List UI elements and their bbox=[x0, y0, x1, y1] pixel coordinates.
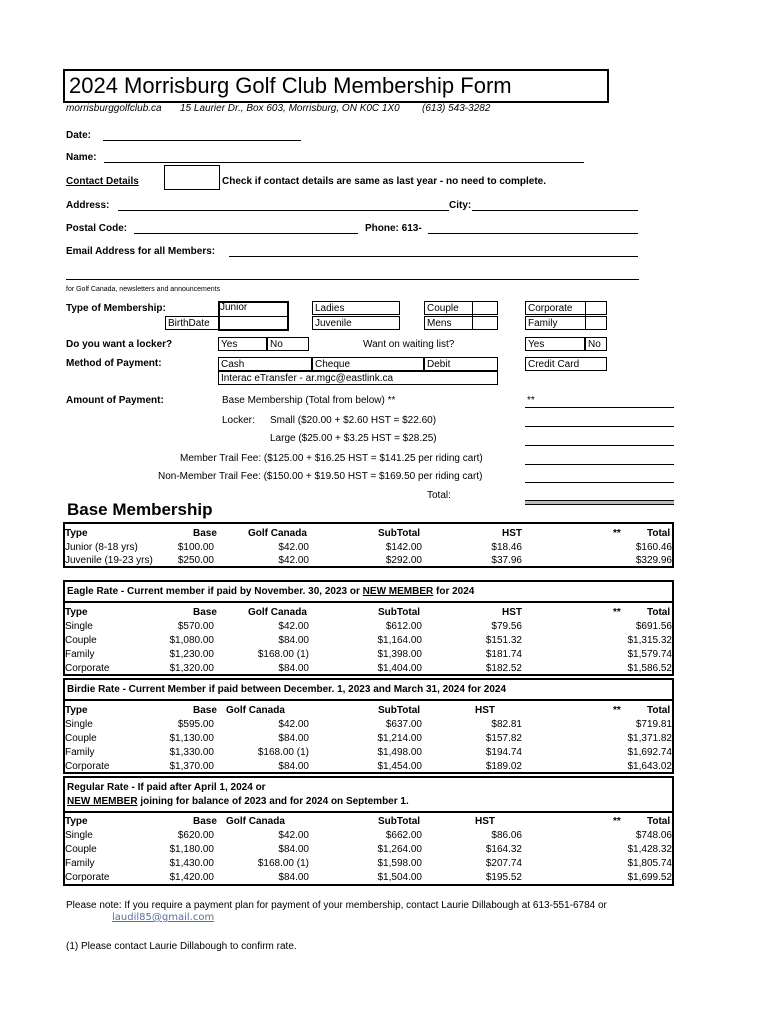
regular-heading-2 bbox=[67, 796, 409, 807]
base-marker: ** bbox=[527, 395, 535, 406]
date-field[interactable] bbox=[103, 140, 301, 141]
row-golf-canada: $42.00 bbox=[278, 542, 309, 553]
col-stars: ** bbox=[613, 528, 621, 539]
row-golf-canada: $84.00 bbox=[278, 844, 309, 855]
row-subtotal: $1,454.00 bbox=[377, 761, 422, 772]
option-corporate[interactable]: Corporate bbox=[525, 301, 607, 315]
col-type: Type bbox=[65, 528, 88, 539]
option-family[interactable]: Family bbox=[525, 316, 607, 330]
row-base: $570.00 bbox=[177, 621, 214, 632]
col-type: Type bbox=[65, 705, 88, 716]
locker-small-field[interactable] bbox=[525, 426, 674, 427]
row-base: $100.00 bbox=[177, 542, 214, 553]
birdie-divider bbox=[65, 699, 672, 701]
locker-line-label: Locker: bbox=[222, 415, 255, 426]
row-type: Couple bbox=[65, 733, 97, 744]
locker-label: Do you want a locker? bbox=[66, 339, 173, 350]
row-subtotal: $612.00 bbox=[385, 621, 422, 632]
payment-credit-card[interactable]: Credit Card bbox=[525, 357, 607, 371]
locker-small-text: Small ($20.00 + $2.60 HST = $22.60) bbox=[270, 415, 437, 426]
option-junior[interactable]: Junior bbox=[220, 302, 248, 313]
row-base: $1,420.00 bbox=[169, 872, 214, 883]
row-subtotal: $292.00 bbox=[385, 555, 422, 566]
email-note: for Golf Canada, newsletters and announcements bbox=[66, 286, 221, 293]
row-base: $1,080.00 bbox=[169, 635, 214, 646]
title-box bbox=[63, 69, 609, 103]
col-subtotal: SubTotal bbox=[378, 705, 421, 716]
row-base: $595.00 bbox=[177, 719, 214, 730]
row-golf-canada: $84.00 bbox=[278, 663, 309, 674]
payment-method-label: Method of Payment: bbox=[66, 358, 162, 369]
row-total: $719.81 bbox=[635, 719, 672, 730]
address-label: Address: bbox=[66, 200, 110, 211]
row-type: Couple bbox=[65, 844, 97, 855]
payment-cash[interactable]: Cash bbox=[218, 357, 312, 371]
col-golf-canada: Golf Canada bbox=[226, 705, 285, 716]
row-base: $1,370.00 bbox=[169, 761, 214, 772]
row-subtotal: $1,264.00 bbox=[377, 844, 422, 855]
col-base: Base bbox=[193, 528, 217, 539]
birdie-rate-table bbox=[63, 678, 674, 774]
row-base: $1,180.00 bbox=[169, 844, 214, 855]
row-hst: $82.81 bbox=[491, 719, 522, 730]
row-total: $160.46 bbox=[635, 542, 672, 553]
row-type: Single bbox=[65, 830, 93, 841]
eagle-heading-end: for 2024 bbox=[433, 586, 475, 597]
row-hst: $18.46 bbox=[491, 542, 522, 553]
row-total: $748.06 bbox=[635, 830, 672, 841]
date-label: Date: bbox=[66, 130, 92, 141]
website: morrisburggolfclub.ca bbox=[66, 103, 162, 114]
birdie-heading: Birdie Rate - Current Member if paid between December. 1, 2023 and March 31, 2024 for 2024 bbox=[67, 684, 507, 695]
col-stars: ** bbox=[613, 816, 621, 827]
name-label: Name: bbox=[66, 152, 97, 163]
option-juvenile[interactable]: Juvenile bbox=[312, 316, 400, 330]
row-golf-canada: $42.00 bbox=[278, 555, 309, 566]
col-base: Base bbox=[193, 607, 217, 618]
row-golf-canada: $168.00 (1) bbox=[257, 858, 309, 869]
payment-etransfer[interactable]: Interac eTransfer - ar.mgc@eastlink.ca bbox=[218, 371, 498, 385]
city-label: City: bbox=[449, 200, 472, 211]
col-hst: HST bbox=[475, 705, 495, 716]
row-hst: $79.56 bbox=[491, 621, 522, 632]
regular-divider bbox=[65, 811, 672, 813]
col-total: Total bbox=[647, 528, 671, 539]
eagle-divider bbox=[65, 601, 672, 603]
option-mens[interactable]: Mens bbox=[424, 316, 498, 330]
eagle-new-member: NEW MEMBER bbox=[362, 586, 434, 597]
nonmember-trail-field[interactable] bbox=[525, 482, 674, 483]
row-golf-canada: $42.00 bbox=[278, 621, 309, 632]
row-total: $1,428.32 bbox=[627, 844, 672, 855]
contact-email-link[interactable]: laudil85@gmail.com bbox=[112, 912, 215, 923]
row-total: $1,643.02 bbox=[627, 761, 672, 772]
row-total: $1,579.74 bbox=[627, 649, 672, 660]
row-type: Corporate bbox=[65, 872, 110, 883]
regular-rate-table bbox=[63, 776, 674, 886]
row-hst: $86.06 bbox=[491, 830, 522, 841]
row-type: Family bbox=[65, 747, 95, 758]
col-hst: HST bbox=[502, 528, 522, 539]
row-hst: $37.96 bbox=[491, 555, 522, 566]
row-hst: $195.52 bbox=[485, 872, 522, 883]
payment-cheque[interactable]: Cheque bbox=[312, 357, 424, 371]
row-base: $1,330.00 bbox=[169, 747, 214, 758]
email-label: Email Address for all Members: bbox=[66, 246, 216, 257]
base-membership-table bbox=[63, 522, 674, 568]
row-base: $250.00 bbox=[177, 555, 214, 566]
row-golf-canada: $42.00 bbox=[278, 719, 309, 730]
postal-code-label: Postal Code: bbox=[66, 223, 128, 234]
base-membership-line: Base Membership (Total from below) ** bbox=[222, 395, 396, 406]
address-field[interactable] bbox=[118, 210, 449, 211]
col-golf-canada: Golf Canada bbox=[248, 528, 307, 539]
row-hst: $181.74 bbox=[485, 649, 522, 660]
col-stars: ** bbox=[613, 705, 621, 716]
row-hst: $182.52 bbox=[485, 663, 522, 674]
regular-heading-end: joining for balance of 2023 and for 2024 on September 1. bbox=[137, 796, 409, 807]
same-as-last-year-checkbox[interactable] bbox=[164, 165, 220, 190]
col-golf-canada: Golf Canada bbox=[248, 607, 307, 618]
payment-plan-note: Please note: If you require a payment plan for payment of your membership, contact Laurie Dillabough at 613-551-6784 or bbox=[66, 900, 607, 911]
locker-large-text: Large ($25.00 + $3.25 HST = $28.25) bbox=[270, 433, 437, 444]
email-field[interactable] bbox=[229, 256, 638, 257]
member-trail-field[interactable] bbox=[525, 464, 674, 465]
address-line: 15 Laurier Dr., Box 603, Morrisburg, ON K0C 1X0 bbox=[180, 103, 400, 114]
eagle-heading bbox=[67, 586, 474, 597]
row-subtotal: $637.00 bbox=[385, 719, 422, 730]
row-subtotal: $142.00 bbox=[385, 542, 422, 553]
col-total: Total bbox=[647, 607, 671, 618]
row-subtotal: $1,398.00 bbox=[377, 649, 422, 660]
eagle-heading-text: Eagle Rate - Current member if paid by November. 30, 2023 or bbox=[67, 586, 363, 597]
row-base: $1,130.00 bbox=[169, 733, 214, 744]
amount-label: Amount of Payment: bbox=[66, 395, 164, 406]
col-hst: HST bbox=[475, 816, 495, 827]
phone-field[interactable] bbox=[428, 233, 638, 234]
member-trail-text: Member Trail Fee: ($125.00 + $16.25 HST = $141.25 per riding cart) bbox=[180, 453, 483, 464]
row-golf-canada: $84.00 bbox=[278, 733, 309, 744]
nonmember-trail-text: Non-Member Trail Fee: ($150.00 + $19.50 HST = $169.50 per riding cart) bbox=[158, 471, 483, 482]
row-type: Couple bbox=[65, 635, 97, 646]
row-type: Family bbox=[65, 858, 95, 869]
row-hst: $207.74 bbox=[485, 858, 522, 869]
row-type: Juvenile (19-23 yrs) bbox=[65, 555, 153, 566]
locker-yes[interactable]: Yes bbox=[218, 337, 267, 351]
footnote: (1) Please contact Laurie Dillabough to confirm rate. bbox=[66, 941, 297, 952]
city-field[interactable] bbox=[472, 210, 638, 211]
phone-label: Phone: 613- bbox=[365, 223, 422, 234]
option-ladies[interactable]: Ladies bbox=[312, 301, 400, 315]
row-hst: $157.82 bbox=[485, 733, 522, 744]
row-base: $1,320.00 bbox=[169, 663, 214, 674]
row-type: Corporate bbox=[65, 663, 110, 674]
col-stars: ** bbox=[613, 607, 621, 618]
row-total: $1,586.52 bbox=[627, 663, 672, 674]
name-field[interactable] bbox=[104, 162, 584, 163]
regular-new-member: NEW MEMBER bbox=[67, 796, 138, 807]
same-as-last-year-text: Check if contact details are same as last year - no need to complete. bbox=[222, 176, 547, 187]
row-subtotal: $1,598.00 bbox=[377, 858, 422, 869]
row-golf-canada: $42.00 bbox=[278, 830, 309, 841]
regular-heading: Regular Rate - If paid after April 1, 2024 or bbox=[67, 782, 266, 793]
locker-large-field[interactable] bbox=[525, 445, 674, 446]
col-subtotal: SubTotal bbox=[378, 528, 421, 539]
postal-code-field[interactable] bbox=[134, 233, 358, 234]
row-subtotal: $1,504.00 bbox=[377, 872, 422, 883]
option-couple[interactable]: Couple bbox=[424, 301, 498, 315]
locker-no[interactable]: No bbox=[267, 337, 309, 351]
eagle-rate-table bbox=[63, 580, 674, 676]
membership-type-label: Type of Membership: bbox=[66, 303, 166, 314]
base-amount-field[interactable] bbox=[525, 407, 674, 408]
row-golf-canada: $84.00 bbox=[278, 872, 309, 883]
payment-debit[interactable]: Debit bbox=[424, 357, 498, 371]
phone-line: (613) 543-3282 bbox=[422, 103, 491, 114]
total-field[interactable] bbox=[525, 500, 674, 505]
row-base: $620.00 bbox=[177, 830, 214, 841]
col-hst: HST bbox=[502, 607, 522, 618]
row-subtotal: $1,214.00 bbox=[377, 733, 422, 744]
row-type: Junior (8-18 yrs) bbox=[65, 542, 138, 553]
col-golf-canada: Golf Canada bbox=[226, 816, 285, 827]
col-type: Type bbox=[65, 816, 88, 827]
row-type: Single bbox=[65, 621, 93, 632]
waiting-yes[interactable]: Yes bbox=[525, 337, 585, 351]
col-subtotal: SubTotal bbox=[378, 607, 421, 618]
birthdate-field[interactable]: BirthDate bbox=[165, 316, 289, 330]
row-subtotal: $662.00 bbox=[385, 830, 422, 841]
row-hst: $151.32 bbox=[485, 635, 522, 646]
row-subtotal: $1,164.00 bbox=[377, 635, 422, 646]
email-field-line-2[interactable] bbox=[66, 279, 639, 280]
row-type: Family bbox=[65, 649, 95, 660]
row-subtotal: $1,404.00 bbox=[377, 663, 422, 674]
row-base: $1,230.00 bbox=[169, 649, 214, 660]
row-hst: $189.02 bbox=[485, 761, 522, 772]
waiting-list-label: Want on waiting list? bbox=[363, 339, 455, 350]
row-total: $1,692.74 bbox=[627, 747, 672, 758]
row-total: $691.56 bbox=[635, 621, 672, 632]
row-hst: $194.74 bbox=[485, 747, 522, 758]
col-base: Base bbox=[193, 705, 217, 716]
total-label: Total: bbox=[427, 490, 451, 501]
row-total: $1,805.74 bbox=[627, 858, 672, 869]
row-golf-canada: $84.00 bbox=[278, 761, 309, 772]
row-type: Single bbox=[65, 719, 93, 730]
row-hst: $164.32 bbox=[485, 844, 522, 855]
row-base: $1,430.00 bbox=[169, 858, 214, 869]
col-type: Type bbox=[65, 607, 88, 618]
contact-details-label: Contact Details bbox=[66, 176, 139, 187]
col-subtotal: SubTotal bbox=[378, 816, 421, 827]
page-title: 2024 Morrisburg Golf Club Membership Form bbox=[69, 73, 512, 98]
waiting-no[interactable]: No bbox=[585, 337, 607, 351]
row-golf-canada: $168.00 (1) bbox=[257, 649, 309, 660]
col-total: Total bbox=[647, 816, 671, 827]
row-total: $1,371.82 bbox=[627, 733, 672, 744]
row-golf-canada: $84.00 bbox=[278, 635, 309, 646]
col-total: Total bbox=[647, 705, 671, 716]
row-subtotal: $1,498.00 bbox=[377, 747, 422, 758]
row-total: $329.96 bbox=[635, 555, 672, 566]
row-type: Corporate bbox=[65, 761, 110, 772]
col-base: Base bbox=[193, 816, 217, 827]
row-golf-canada: $168.00 (1) bbox=[257, 747, 309, 758]
base-membership-heading: Base Membership bbox=[67, 500, 213, 519]
row-total: $1,699.52 bbox=[627, 872, 672, 883]
row-total: $1,315.32 bbox=[627, 635, 672, 646]
